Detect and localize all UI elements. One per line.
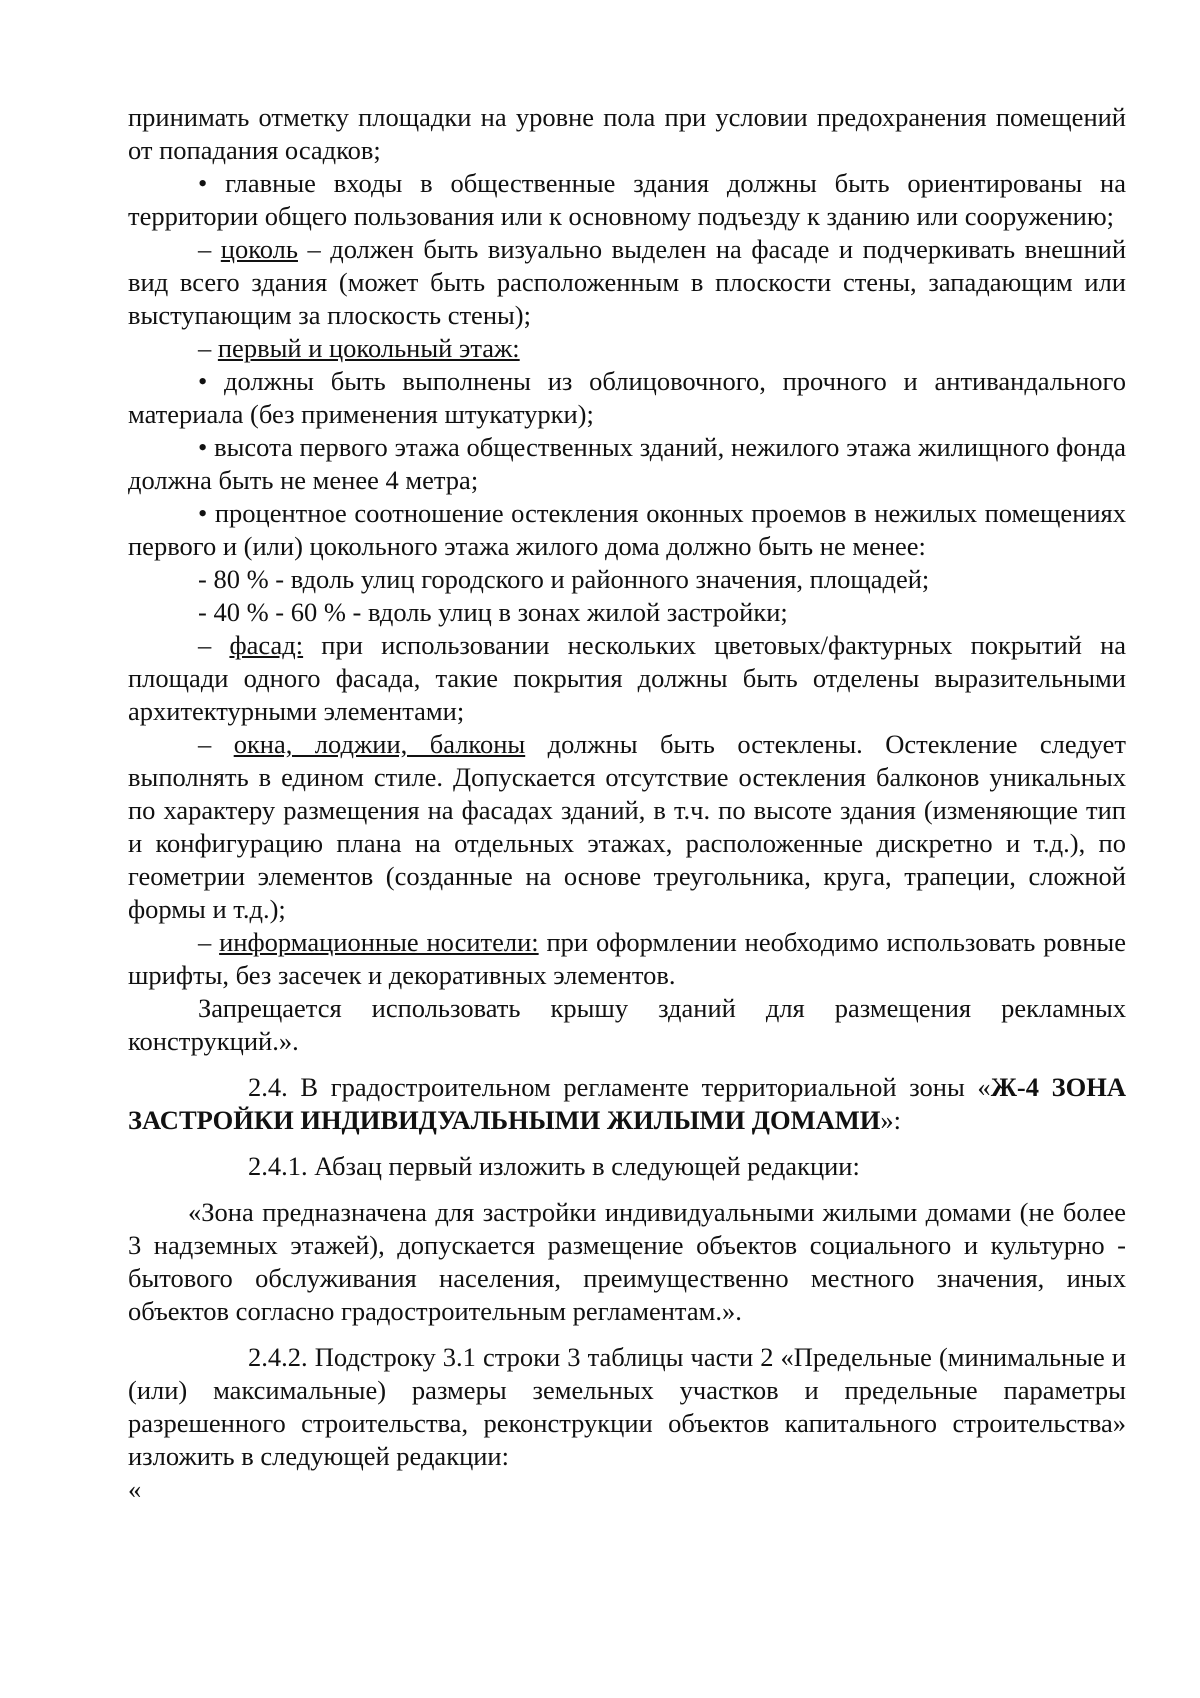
paragraph-facade [128, 629, 1126, 728]
zone-name: Ж-4 ЗОНА ЗАСТРОЙКИ ИНДИВИДУАЛЬНЫМИ ЖИЛЫМИ ДОМАМИ [128, 1072, 1126, 1135]
paragraph-first-floor [128, 332, 1126, 365]
paragraph-plinth [128, 233, 1126, 332]
document-body [128, 101, 1126, 1506]
paragraph-text: должны быть остеклены. Остекление следует выполнять в едином стиле. Допускается отсутствие остекления балконов уникальных по характеру размещения на фасадах зданий, в т.ч. по высоте здания (изменяющие тип и конфигурацию плана на отдельных этажах, расположенные дискретно и т.д.), по геометрии элементов (созданные на основе треугольника, круга, трапеции, сложной формы и т.д.); [128, 729, 1127, 924]
quote-zone-purpose: «Зона предназначена для застройки индивидуальными жилыми домами (не более 3 надземных этажей), допускается размещение объектов социального и культурно - бытового обслуживания населения, преимущественно местного значения, иных объектов согласно градостроительным регламентам.». [128, 1197, 1126, 1326]
paragraph-glazing-ratio: • процентное соотношение остекления оконных проемов в нежилых помещениях первого и (или) цокольного этажа жилого дома должно быть не менее: [128, 498, 1126, 561]
term-facade: фасад: [229, 630, 304, 660]
section-number: 2.4.2. [248, 1342, 308, 1372]
paragraph-info-carriers [128, 926, 1126, 992]
term-info-carriers: информационные носители: [219, 927, 539, 957]
section-end: »: [880, 1105, 901, 1135]
dash-prefix: – [198, 927, 220, 957]
dash-prefix: – [198, 333, 218, 363]
list-item-40-60-percent: - 40 % - 60 % - вдоль улиц в зонах жилой застройки; [198, 597, 788, 627]
paragraph-text: при использовании нескольких цветовых/фактурных покрытий на площади одного фасада, такие покрытия должны быть отделены выразительными архитектурными элементами; [128, 630, 1127, 726]
dash-prefix: – [198, 729, 234, 759]
section-text: Абзац первый изложить в следующей редакции: [307, 1151, 860, 1181]
section-number: 2.4.1. [248, 1151, 308, 1181]
section-2-4-1 [128, 1150, 1126, 1183]
term-first-floor: первый и цокольный этаж: [217, 333, 520, 363]
paragraph-text: – должен быть визуально выделен на фасаде и подчеркивать внешний вид всего здания (может быть расположенным в плоскости стены, западающим или выступающим за плоскость стены); [128, 234, 1127, 330]
term-windows-balconies: окна, лоджии, балконы [233, 729, 526, 759]
paragraph-floor-height: • высота первого этажа общественных зданий, нежилого этажа жилищного фонда должна быть не менее 4 метра; [128, 432, 1126, 495]
paragraph-text: при оформлении необходимо использовать ровные шрифты, без засечек и декоративных элементов. [128, 927, 1126, 990]
opening-quote-mark: « [128, 1474, 142, 1504]
paragraph-main-entrances: • главные входы в общественные здания должны быть ориентированы на территории общего пользования или к основному подъезду к зданию или сооружению; [128, 168, 1126, 231]
section-text: Подстроку 3.1 строки 3 таблицы части 2 «Предельные (минимальные и (или) максимальные) размеры земельных участков и предельные параметры разрешенного строительства, реконструкции объектов капитального строительства» изложить в следующей редакции: [128, 1342, 1126, 1471]
paragraph-windows-balconies [128, 728, 1126, 926]
section-text: В градостроительном регламенте территориальной зоны « [287, 1072, 991, 1102]
section-2-4 [128, 1071, 1126, 1137]
section-2-4-2 [128, 1341, 1126, 1473]
paragraph-roof-ads: Запрещается использовать крышу зданий для размещения рекламных конструкций.». [128, 993, 1126, 1056]
list-item-80-percent: - 80 % - вдоль улиц городского и районного значения, площадей; [198, 564, 930, 594]
dash-prefix: – [198, 234, 221, 264]
term-plinth: цоколь [220, 234, 298, 264]
paragraph-floor-level: принимать отметку площадки на уровне пола при условии предохранения помещений от попадания осадков; [128, 102, 1126, 165]
paragraph-cladding: • должны быть выполнены из облицовочного, прочного и антивандального материала (без применения штукатурки); [128, 366, 1126, 429]
section-number: 2.4. [248, 1072, 288, 1102]
dash-prefix: – [198, 630, 230, 660]
